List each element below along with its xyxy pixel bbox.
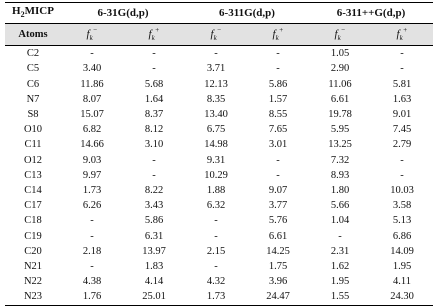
fukui-plus-value: - <box>152 154 156 166</box>
table-row <box>5 259 433 274</box>
fukui-minus-value: 2.31 <box>330 245 350 257</box>
atom-label: C2 <box>26 48 40 60</box>
fukui-minus-value: 6.75 <box>206 124 226 136</box>
fukui-minus-value: 1.62 <box>330 261 350 273</box>
fukui-minus-value: 1.88 <box>206 185 226 197</box>
fukui-plus-value: 3.01 <box>268 139 288 151</box>
fukui-plus-value: 1.57 <box>268 93 288 105</box>
fukui-plus-value: 3.43 <box>144 200 164 212</box>
fukui-minus-value: 9.31 <box>206 154 226 166</box>
fukui-minus-value: 12.13 <box>204 78 228 90</box>
atom-label: N23 <box>23 291 43 303</box>
fukui-plus-value: 7.45 <box>392 124 412 136</box>
fukui-minus-value: 9.97 <box>82 169 102 181</box>
fukui-plus-value: 1.83 <box>144 261 164 273</box>
fukui-minus-value: 5.95 <box>330 124 350 136</box>
fukui-plus-value: 9.01 <box>392 109 412 120</box>
fukui-minus-value: - <box>214 48 218 60</box>
fukui-minus-value: 1.95 <box>330 276 350 288</box>
table-row <box>5 229 433 244</box>
fukui-minus-value: 8.35 <box>206 93 226 105</box>
table-row <box>5 107 433 122</box>
fukui-plus-value: 5.76 <box>268 215 288 227</box>
table-row <box>5 153 433 168</box>
fukui-plus-value: 3.96 <box>268 276 288 288</box>
fukui-minus-value: 1.76 <box>82 291 102 303</box>
table-row <box>5 168 433 183</box>
fukui-plus-value: 5.81 <box>392 78 412 90</box>
fukui-minus-value: 13.40 <box>204 109 228 120</box>
fukui-plus-value: - <box>400 63 404 75</box>
fukui-minus-value: 13.25 <box>328 139 352 151</box>
fukui-table <box>5 2 433 306</box>
fukui-minus-value: 19.78 <box>328 109 352 120</box>
fukui-plus-value: 4.11 <box>393 276 411 288</box>
fukui-plus-value: 5.68 <box>144 78 164 90</box>
table-row <box>5 289 433 305</box>
fukui-minus-value: 10.29 <box>204 169 228 181</box>
fukui-minus-value: 2.15 <box>206 245 226 257</box>
fukui-plus-value: 24.30 <box>390 291 414 303</box>
fukui-plus-value: 3.77 <box>268 200 288 212</box>
fukui-minus-value: 8.93 <box>330 169 350 181</box>
atom-label: N7 <box>26 93 40 105</box>
fukui-minus-value: 3.71 <box>206 63 226 75</box>
fukui-minus-value: 3.40 <box>82 63 102 75</box>
table-row <box>5 46 433 62</box>
atom-label: S8 <box>27 109 39 120</box>
fukui-plus-value: 14.09 <box>390 245 414 257</box>
fukui-minus-value: - <box>214 230 218 242</box>
fukui-plus-value: 5.86 <box>268 78 288 90</box>
fukui-plus-value: 5.13 <box>392 215 412 227</box>
fukui-plus-value: 25.01 <box>142 291 166 303</box>
table-row <box>5 244 433 259</box>
fukui-plus-header: $f_k^+$ <box>148 26 160 43</box>
fukui-minus-value: 1.73 <box>206 291 226 303</box>
fukui-plus-value: - <box>276 169 280 181</box>
fukui-minus-value: 11.86 <box>80 78 104 90</box>
basis-set-header: 6-311G(d,p) <box>219 7 275 20</box>
atom-label: C13 <box>24 169 42 181</box>
fukui-minus-value: 9.03 <box>82 154 102 166</box>
atom-label: C20 <box>24 245 42 257</box>
fukui-plus-value: 1.95 <box>392 261 412 273</box>
fukui-plus-value: - <box>400 154 404 166</box>
fukui-plus-value: 2.79 <box>392 139 412 151</box>
fukui-plus-value: 14.25 <box>266 245 290 257</box>
corner-label: $H_2MICP$ <box>12 5 54 20</box>
atom-label: N21 <box>23 261 43 273</box>
fukui-minus-value: - <box>214 215 218 227</box>
fukui-plus-value: - <box>152 63 156 75</box>
fukui-minus-value: 7.32 <box>330 154 350 166</box>
atom-label: C19 <box>24 230 42 242</box>
fukui-minus-value: - <box>90 230 94 242</box>
fukui-minus-header: $f_k^-$ <box>86 26 98 43</box>
basis-set-header: 6-311++G(d,p) <box>336 7 406 20</box>
fukui-plus-header: $f_k^+$ <box>396 26 408 43</box>
table-row <box>5 213 433 228</box>
table-row <box>5 137 433 152</box>
atom-label: C6 <box>26 78 40 90</box>
fukui-plus-value: - <box>276 48 280 60</box>
fukui-minus-value: 4.38 <box>82 276 102 288</box>
atoms-header: Atoms <box>18 28 48 40</box>
fukui-plus-value: - <box>400 48 404 60</box>
fukui-minus-value: - <box>338 230 342 242</box>
fukui-minus-value: - <box>90 48 94 60</box>
fukui-minus-header: $f_k^-$ <box>334 26 346 43</box>
fukui-minus-value: 6.32 <box>206 200 226 212</box>
fukui-minus-value: 5.66 <box>330 200 350 212</box>
table-row <box>5 122 433 137</box>
fukui-minus-value: 2.90 <box>330 63 350 75</box>
fukui-plus-value: 8.12 <box>144 124 164 136</box>
fukui-plus-value: 3.58 <box>392 200 412 212</box>
fukui-plus-value: 8.22 <box>144 185 164 197</box>
fukui-plus-value: - <box>152 48 156 60</box>
fukui-plus-value: 4.14 <box>144 276 164 288</box>
fukui-plus-value: 6.31 <box>144 230 164 242</box>
atom-label: C17 <box>24 200 42 212</box>
fukui-minus-value: 1.05 <box>330 48 350 60</box>
fukui-minus-value: 1.73 <box>82 185 102 197</box>
fukui-minus-value: 1.55 <box>330 291 350 303</box>
atom-label: C14 <box>24 185 42 197</box>
fukui-plus-value: 6.86 <box>392 230 412 242</box>
header-row-basis <box>5 3 433 24</box>
table-row <box>5 61 433 76</box>
fukui-plus-value: 5.86 <box>144 215 164 227</box>
fukui-plus-value: - <box>276 63 280 75</box>
table-row <box>5 198 433 213</box>
atom-label: C5 <box>26 63 40 75</box>
header-row-fukui <box>5 24 433 46</box>
table-row <box>5 183 433 198</box>
fukui-minus-value: 6.26 <box>82 200 102 212</box>
fukui-minus-value: 14.66 <box>80 139 104 151</box>
fukui-minus-value: 8.07 <box>82 93 102 105</box>
fukui-plus-value: 6.61 <box>268 230 288 242</box>
fukui-plus-value: 8.55 <box>268 109 288 120</box>
fukui-plus-value: 1.75 <box>268 261 288 273</box>
fukui-plus-value: 7.65 <box>268 124 288 136</box>
fukui-minus-value: 1.04 <box>330 215 350 227</box>
fukui-plus-header: $f_k^+$ <box>272 26 284 43</box>
fukui-plus-value: 10.03 <box>390 185 414 197</box>
fukui-minus-value: 15.07 <box>80 109 104 120</box>
table-body <box>5 46 433 305</box>
table-row <box>5 77 433 92</box>
fukui-plus-value: 24.47 <box>266 291 290 303</box>
atom-label: O10 <box>23 124 43 136</box>
fukui-plus-value: - <box>400 169 404 181</box>
fukui-plus-value: 13.97 <box>142 245 166 257</box>
fukui-plus-value: - <box>276 154 280 166</box>
fukui-minus-value: 2.18 <box>82 245 102 257</box>
fukui-plus-value: 8.37 <box>144 109 164 120</box>
atom-label: C11 <box>24 139 42 151</box>
fukui-plus-value: 3.10 <box>144 139 164 151</box>
fukui-plus-value: 1.63 <box>392 93 412 105</box>
atom-label: N22 <box>23 276 43 288</box>
fukui-minus-value: 6.82 <box>82 124 102 136</box>
fukui-plus-value: 9.07 <box>268 185 288 197</box>
atom-label: O12 <box>23 154 43 166</box>
fukui-plus-value: - <box>152 169 156 181</box>
basis-set-header: 6-31G(d,p) <box>97 7 149 20</box>
table-row <box>5 92 433 107</box>
fukui-minus-value: - <box>214 261 218 273</box>
table-row <box>5 274 433 289</box>
fukui-minus-value: 1.80 <box>330 185 350 197</box>
fukui-minus-value: 4.32 <box>206 276 226 288</box>
fukui-minus-value: - <box>90 215 94 227</box>
fukui-minus-value: - <box>90 261 94 273</box>
fukui-minus-value: 6.61 <box>330 93 350 105</box>
fukui-minus-value: 14.98 <box>204 139 228 151</box>
fukui-plus-value: 1.64 <box>144 93 164 105</box>
atom-label: C18 <box>24 215 42 227</box>
fukui-minus-value: 11.06 <box>328 78 352 90</box>
fukui-minus-header: $f_k^-$ <box>210 26 222 43</box>
